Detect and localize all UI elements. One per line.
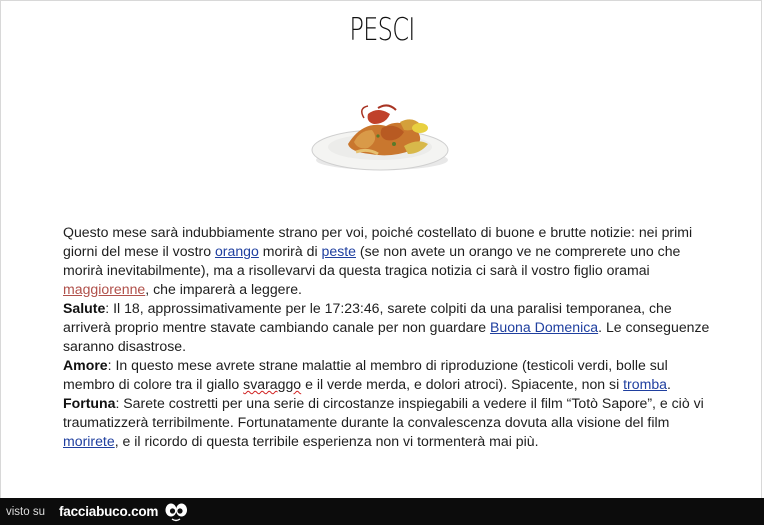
misspelled-word: svaraggo [243, 376, 302, 392]
salute-label: Salute [63, 300, 106, 316]
fried-fish-plate-image [308, 100, 453, 172]
link-maggiorenne[interactable]: maggiorenne [63, 281, 146, 297]
visto-su-label: visto su [6, 505, 45, 518]
salute-paragraph: Salute: Il 18, approssimativamente per le 17:23:46, sarete colpiti da una paralisi temporanea, che arriverà proprio mentre stavate cambiando canale per non guardare Buona Domenica. Le conseguenze saranno disastrose. [63, 300, 710, 354]
link-orango[interactable]: orango [214, 243, 259, 259]
brand-name[interactable]: facciabuco.com [59, 504, 159, 519]
link-morirete[interactable]: morirete [63, 433, 115, 449]
fortuna-paragraph: Fortuna: Sarete costretti per una serie di circostanze inspiegabili a vedere il film “Totò Sapore”, e ciò vi traumatizzerà terribilmente. Fortunatamente durante la convalescenza dovuta alla visione del film morirete, e il ricordo di questa terribile esperienza non vi tormenterà mai più. [63, 395, 704, 449]
link-tromba[interactable]: tromba [623, 376, 667, 392]
facciabuco-eyes-logo-icon [164, 502, 188, 522]
horoscope-text [63, 223, 713, 451]
intro-paragraph: Questo mese sarà indubbiamente strano per voi, poiché costellato di buone e brutte notizie: nei primi giorni del mese il vostro orango morirà di peste (se non avete un orango ve ne comprerete uno che morirà inevitabilmente), ma a risollevarvi da questa tragica notizia ci sarà il vostro figlio oramai maggiorenne, che imparerà a leggere. [63, 224, 693, 297]
watermark-footer [0, 498, 764, 525]
fortuna-label: Fortuna [63, 395, 116, 411]
page-title: PESCI [349, 12, 415, 48]
amore-paragraph: Amore: In questo mese avrete strane malattie al membro di riproduzione (testicoli verdi, bolle sul membro di colore tra il giallo svaraggo e il verde merda, e dolori atroci). Spiacente, non si tromba. [63, 357, 671, 392]
link-buona-domenica[interactable]: Buona Domenica [489, 319, 599, 335]
link-peste[interactable]: peste [321, 243, 356, 259]
amore-label: Amore [63, 357, 108, 373]
